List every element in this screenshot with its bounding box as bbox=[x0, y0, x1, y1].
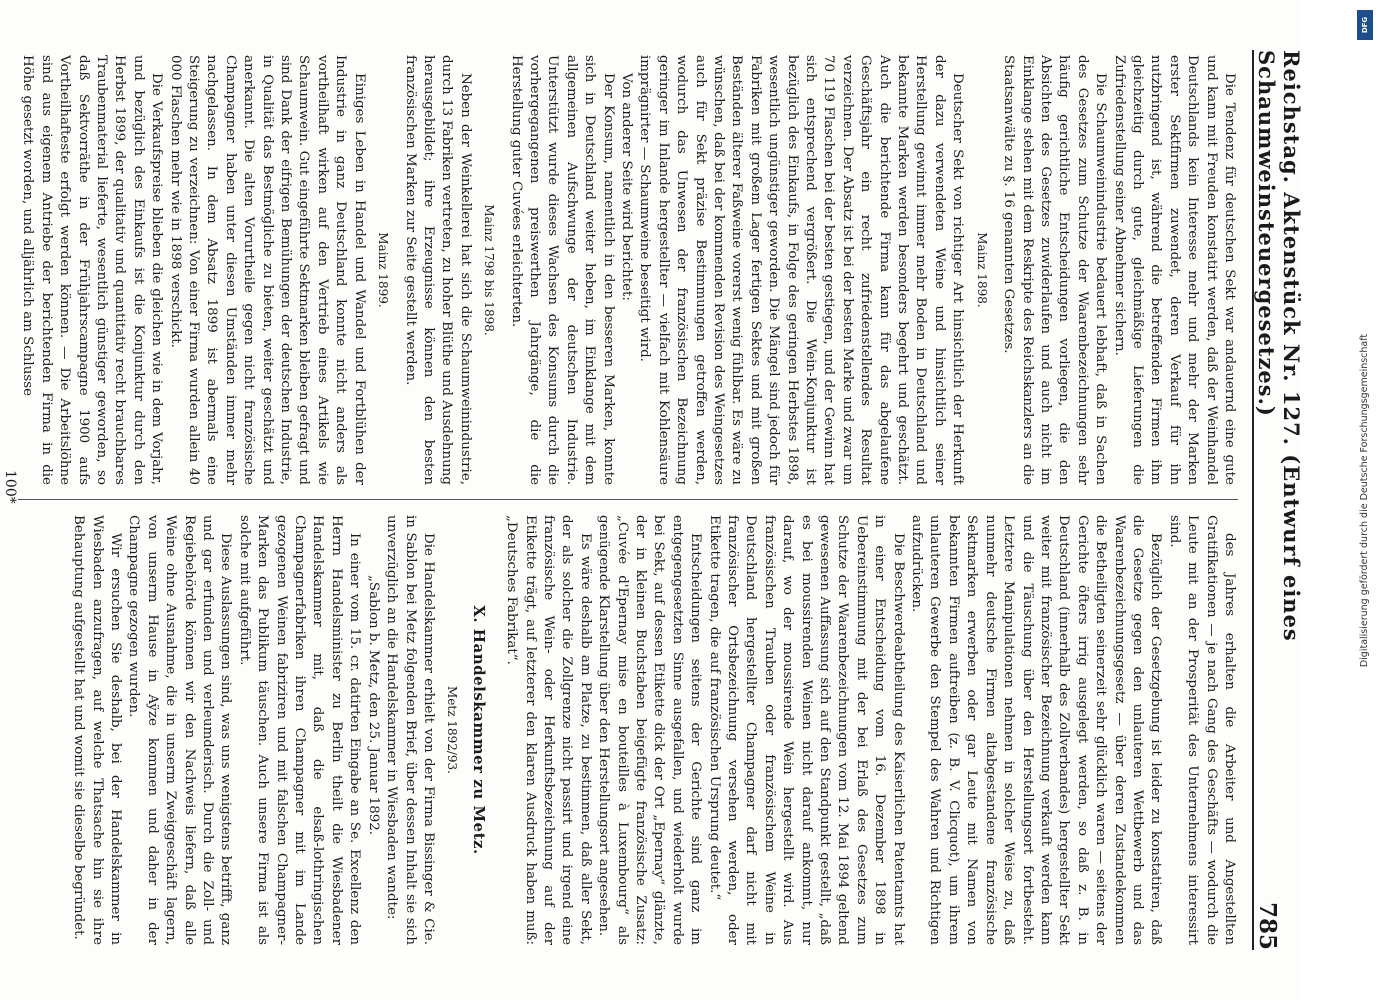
paragraph: Die Beschwerdeabtheilung des Kaiserlichen Patentamts hat in einer Entscheidung vom 16. Dezember 1898 in Uebereinstimmung mit der bei Erlaß des Gesetzes zum Schutze der Waarenbezeichnungen vom 12. Mai 1894 geltend gewesenen Auffassung sich auf den Standpunkt gestellt, „daß es bei moussirenden Weinen nicht darauf ankommt, nur darauf, wo der moussirende Wein hergestellt wird. Aus französischen Trauben oder französischem Weine in Deutschland hergestellter Champagner darf nicht mit französischer Ortsbezeichnung versehen werden, oder Etikette tragen, die auf französischen Ursprung deutet.“ bbox=[706, 515, 906, 945]
paragraph: Es wäre deshalb am Platze, zu bestimmen, daß aller Sekt, der als solcher die Zollgrenze nicht passirt und irgend eine französische Wein- oder Herkunftsbezeichnung auf der Etikette trägt, auf letzterer den klaren Ausdruck haben muß: „Deutsches Fabrikat“. bbox=[504, 515, 593, 945]
subheading: Mainz 1798 bis 1898. bbox=[482, 204, 497, 336]
subheading: Mainz 1899. bbox=[376, 232, 391, 308]
page-number: 785 bbox=[1254, 901, 1281, 950]
subheading: Metz 1892/93. bbox=[445, 685, 460, 774]
letter-date: „Sablon b. Metz, den 25. Januar 1892. bbox=[365, 575, 381, 836]
header-title: Reichstag. Aktenstück Nr. 127. (Entwurf eines Schaumweinsteuergesetzes.) bbox=[1254, 50, 1304, 642]
paragraph: Der Konsum, namentlich in den besseren Marken, konnte sich in Deutschland weiter heben, im Einklange mit dem allgemeinen Aufschwunge der deutschen Industrie. Unterstützt wurde dieses Wachsen des Konsums durch die vorhergegangenen preiswerthen Jahrgänge, die die Herstellung guter Cuvées erleichterten. bbox=[508, 55, 616, 485]
paragraph: Einiges Leben in Handel und Wandel und Fortblühen der Industrie in ganz Deutschland konnte nicht anders als vortheilhaft wirken auf den Vertrieb eines Artikels wie Schaumwein. Gut eingeführte Sektmarken bleiben gefragt und sind Dank der eifrigen Bemühungen der deutschen Industrie, in Qualität das Bestmögliche zu bieten, weiter geschätzt und anerkannt. Die alten Vorurtheile gegen nicht französische Champagner haben unter diesen Umständen immer mehr nachgelassen. In dem Absatz 1899 ist abermals eine Steigerung zu verzeichnen: Von einer Firma wurden allein 40 000 Flaschen mehr wie in 1898 verschickt. bbox=[167, 55, 367, 485]
left-column bbox=[18, 55, 1238, 485]
column-divider bbox=[18, 499, 1238, 500]
paragraph: Die Handelskammer erhielt von der Firma Bissinger & Cie. in Sablon bei Metz folgenden Brief, über dessen Inhalt sie sich unverzüglich an die Handelskammer in Wiesbaden wandte: bbox=[384, 515, 436, 945]
paragraph: Wir ersuchen Sie deshalb, bei der Handelskammer in Wiesbaden anzufragen, auf welche Thatsache hin sie ihre Behauptung aufgestellt hat und womit sie dieselbe begründet. bbox=[71, 515, 124, 945]
paragraph: Die Schaumweinindustrie bedauert lebhaft, daß in Sachen des Gesetzes zum Schutze der Waarenbezeichnungen sehr häufig gerichtliche Entscheidungen vorliegen, die den Absichten des Gesetzes zuwiderlaufen und auch nicht im Einklange stehen mit dem Reskripte des Reichskanzlers an die Staatsanwälte zu §. 16 genannten Gesetzes. bbox=[1001, 55, 1109, 485]
paragraph: des Jahres erhalten die Arbeiter und Angestellten Gratifikationen — je nach Gang des Geschäfts — wodurch die Leute mit an der Prosperität des Unternehmens interessirt sind. bbox=[1166, 515, 1237, 945]
signature-mark: 100* bbox=[2, 470, 18, 504]
paragraph: Diese Auslassungen sind, was uns wenigstens betrifft, ganz und gar erfunden und verleumderisch. Durch die Zoll- und Regiebehörde können wir den Nachweis liefern, daß alle Weine ohne Ausnahme, die in unserm Zweiggeschäft lagern, von unserm Hause in Aÿze kommen und daher in der Champagne gezogen wurden. bbox=[126, 515, 234, 945]
paragraph: Von anderer Seite wird berichtet: bbox=[619, 73, 634, 301]
paragraph: Die Tendenz für deutschen Sekt war andauernd eine gute und kann mit Freuden konstatirt werden, daß der Weinhandel Deutschlands kein Interesse mehr und mehr der Marken erster Sektfirmen zuwendet, deren Verkauf für ihn nutzbringend ist, während die betreffenden Firmen ihm gleichzeitig durch gute, gleichmäßige Lieferungen die Zufriedenstellung seiner Abnehmer sichern. bbox=[1111, 55, 1237, 485]
paragraph: Die Verkaufspreise blieben die gleichen wie in dem Vorjahr, und bezüglich des Einkaufs ist die Konjunktur durch den Herbst 1899, der qualitativ und quantitativ recht brauchbares Traubenmaterial lieferte, wesentlich günstiger geworden, so daß Sektvorräthe in der Frühjahrscampagne 1900 aufs Vortheilhafteste erfolgt werden können. — Die Arbeitslöhne sind aus eigenem Antriebe der berichtenden Firma in die Höhe gesetzt worden, und alljährlich am Schlusse bbox=[20, 55, 165, 485]
paragraph: Bezüglich der Gesetzgebung ist leider zu konstatiren, daß die Gesetze gegen den unlauteren Wettbewerb und das Waarenbezeichnungsgesetz — über deren Zustandekommen die Betheiligten seinerzeit sehr glücklich waren — seitens der Gerichte öfters irrig ausgelegt werden, so daß z. B. in Deutschland (innerhalb des Zollverbandes) hergestellter Sekt weiter mit französischer Bezeichnung verkauft werden kann und die Täuschung über den Herstellungsort fortbesteht. Letztere Manipulationen nehmen in solcher Weise zu, daß nunmehr deutsche Firmen altabgestandene französische Sektmarken erwerben oder gar Leute mit Namen von bekannten Firmen auftreiben (z. B. V. Clicquot), um ihrem unlauteren Gewerbe den Stempel des Wahren und Richtigen aufzudrücken. bbox=[909, 515, 1164, 945]
dfg-logo-icon: DFG bbox=[1357, 10, 1373, 40]
right-column bbox=[18, 515, 1238, 945]
paragraph: Deutscher Sekt von richtiger Art hinsichtlich der Herkunft der dazu verwendeten Weine und hinsichtlich seiner Herstellung gewinnt immer mehr Boden in Deutschland und bekannte Marken werden besonders begehrt und geschätzt. Auch die berichtende Firma kann für das abgelaufene Geschäftsjahr ein recht zufriedenstellendes Resultat verzeichnen. Der Absatz ist bei der besten Marke und zwar um 70 119 Flaschen bei der besten gestiegen, und der Gewinn hat sich entsprechend vergrößert. Die Wein-Konjunktur ist bezüglich des Einkaufs, in Folge des geringen Herbstes 1898, wesentlich ungünstiger geworden. Die Mängel sind jedoch für Fabriken mit großem Lager fertigen Sektes und mit großen Beständen älterer Faßweine vorerst wenig fühlbar. Es wäre zu wünschen, daß bei der kommenden Revision des Weingesetzes auch für Sekt präzise Bestimmungen getroffen werden, wodurch das Unwesen der französischen Bezeichnung geringer im Inlande hergestellter — vielfach mit Kohlensäure imprägnirter — Schaumweine beseitigt wird. bbox=[637, 55, 966, 485]
subheading: Mainz 1898. bbox=[974, 232, 989, 308]
paragraph: In einer vom 15. cr. datirten Eingabe an Se. Excellenz den Herrn Handelsminister zu Berlin theilt die Wiesbadener Handelskammer mit, daß die elsaß-lothringischen Champagnerfabriken ihren Champagner mit im Lande gezogenen Weinen fabriziren und mit falschen Champagner-Marken das Publikum täuschen. Auch unsere Firma ist als solche mit aufgeführt. bbox=[236, 515, 363, 945]
section-heading: X. Handelskammer zu Metz. bbox=[469, 605, 488, 855]
paragraph: Entscheidungen seitens der Gerichte sind ganz im entgegengesetzten Sinne ausgefallen, und wiederholt wurde bei Sekt, auf dessen Etikette dick der Ort „Epernay“ glänzte, der in kleinen Buchstaben beigefügte französische Zusatz: „Cuvée d'Epernay mise en bouteilles à Luxembourg“ als genügende Klarstellung über den Herstellungsort angesehen. bbox=[596, 515, 704, 945]
page-header bbox=[1252, 50, 1304, 950]
digitization-note bbox=[1352, 0, 1378, 1000]
digitization-note-text: Digitalisierung gefördert durch die Deutsche Forschungsgemeinschaft bbox=[1359, 333, 1371, 667]
paragraph: Neben der Weinkellerei hat sich die Schaumweinindustrie, durch 13 Fabriken vertreten, zu hoher Blüthe und Ausdehnung herausgebildet; ihre Erzeugnisse können den besten französischen Marken zur Seite gestellt werden. bbox=[402, 55, 473, 485]
